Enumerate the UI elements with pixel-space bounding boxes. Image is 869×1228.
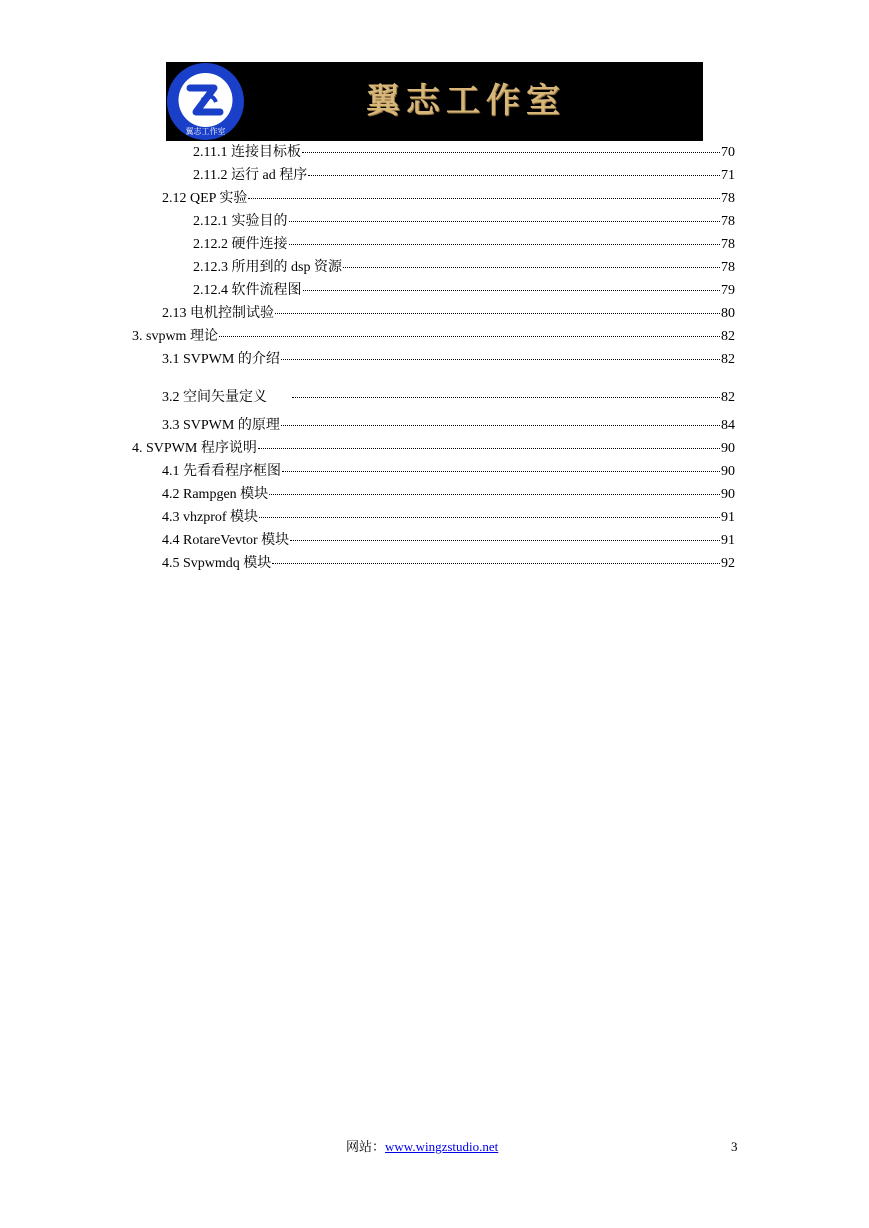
toc-leader-dots: [258, 434, 720, 449]
page-number: 3: [731, 1139, 738, 1154]
toc-entry-page: 82: [721, 390, 735, 405]
toc-entry-page: 78: [721, 260, 735, 275]
toc-entry[interactable]: [162, 302, 735, 324]
toc-entry[interactable]: [193, 141, 735, 163]
toc-leader-dots: [248, 184, 720, 199]
toc-entry-label: 4.5 Svpwmdq 模块: [162, 556, 272, 571]
toc-leader-dots: [259, 503, 720, 518]
toc-entry-page: 90: [721, 487, 735, 502]
toc-entry-label: 2.12.3 所用到的 dsp 资源: [193, 260, 342, 275]
toc-entry-label: 2.11.1 连接目标板: [193, 145, 301, 160]
toc-entry[interactable]: [162, 348, 735, 370]
toc-leader-dots: [219, 322, 720, 337]
studio-logo-icon: [166, 62, 245, 141]
toc-entry-label: 2.12 QEP 实验: [162, 191, 248, 206]
toc-entry-page: 78: [721, 237, 735, 252]
toc-entry-page: 71: [721, 168, 735, 183]
toc-entry-label: 3.1 SVPWM 的介绍: [162, 352, 280, 367]
toc-leader-dots: [269, 480, 720, 495]
toc-leader-dots: [302, 138, 720, 153]
toc-entry-page: 70: [721, 145, 735, 160]
toc-entry-label: 2.11.2 运行 ad 程序: [193, 168, 308, 183]
toc-entry-label: 4. SVPWM 程序说明: [132, 441, 257, 456]
toc-entry-label: 3.3 SVPWM 的原理: [162, 418, 280, 433]
toc-leader-dots: [292, 383, 720, 398]
banner-title: 翼志工作室: [366, 81, 566, 121]
toc-entry[interactable]: [162, 483, 735, 505]
toc-entry-page: 92: [721, 556, 735, 571]
toc-entry-page: 84: [721, 418, 735, 433]
toc-entry-page: 90: [721, 464, 735, 479]
toc-leader-dots: [282, 457, 720, 472]
toc-entry[interactable]: [132, 325, 735, 347]
footer-site-label: 网站：: [346, 1139, 386, 1154]
toc-entry[interactable]: [193, 279, 735, 301]
toc-entry[interactable]: [162, 460, 735, 482]
toc-entry-label: 2.12.4 软件流程图: [193, 283, 302, 298]
toc-entry-label: 2.12.2 硬件连接: [193, 237, 288, 252]
toc-entry-label: 2.13 电机控制试验: [162, 306, 274, 321]
toc-entry[interactable]: [162, 506, 735, 528]
toc-leader-dots: [308, 161, 720, 176]
footer-website: [346, 1138, 498, 1156]
toc-entry-page: 80: [721, 306, 735, 321]
header-banner: [166, 62, 703, 141]
toc-entry-page: 91: [721, 510, 735, 525]
toc-entry-page: 79: [721, 283, 735, 298]
website-link[interactable]: www.wingzstudio.net: [385, 1139, 499, 1154]
toc-leader-dots: [275, 299, 720, 314]
logo-lettering: 翼志工作室: [185, 127, 226, 136]
toc-entry-label: 4.1 先看看程序框图: [162, 464, 281, 479]
toc-entry[interactable]: [162, 552, 735, 574]
toc-entry[interactable]: [132, 437, 735, 459]
toc-entry[interactable]: [162, 529, 735, 551]
toc-leader-dots: [281, 345, 720, 360]
toc-entry-label: 4.2 Rampgen 模块: [162, 487, 269, 502]
toc-entry-page: 78: [721, 191, 735, 206]
toc-entry-page: 90: [721, 441, 735, 456]
toc-entry[interactable]: [193, 210, 735, 232]
toc-entry-label: 2.12.1 实验目的: [193, 214, 288, 229]
toc-entry[interactable]: [162, 187, 735, 209]
toc-entry-label: 3. svpwm 理论: [132, 329, 218, 344]
toc-entry-page: 82: [721, 352, 735, 367]
toc-entry[interactable]: [193, 256, 735, 278]
toc-leader-dots: [343, 253, 720, 268]
toc-leader-dots: [281, 411, 720, 426]
toc-entry-page: 78: [721, 214, 735, 229]
toc-leader-dots: [303, 276, 721, 291]
toc-entry[interactable]: [193, 233, 735, 255]
toc-entry[interactable]: [162, 414, 735, 436]
toc-entry-page: 91: [721, 533, 735, 548]
toc-entry-label: 4.4 RotareVevtor 模块: [162, 533, 290, 548]
toc-entry-page: 82: [721, 329, 735, 344]
toc-leader-dots: [290, 526, 720, 541]
toc-entry[interactable]: [193, 164, 735, 186]
toc-leader-dots: [272, 549, 720, 564]
toc-leader-dots: [289, 230, 721, 245]
toc-leader-dots: [289, 207, 721, 222]
toc-entry-label: 4.3 vhzprof 模块: [162, 510, 259, 525]
toc-entry-label: 3.2 空间矢量定义: [162, 390, 267, 405]
toc-entry[interactable]: [162, 386, 735, 408]
